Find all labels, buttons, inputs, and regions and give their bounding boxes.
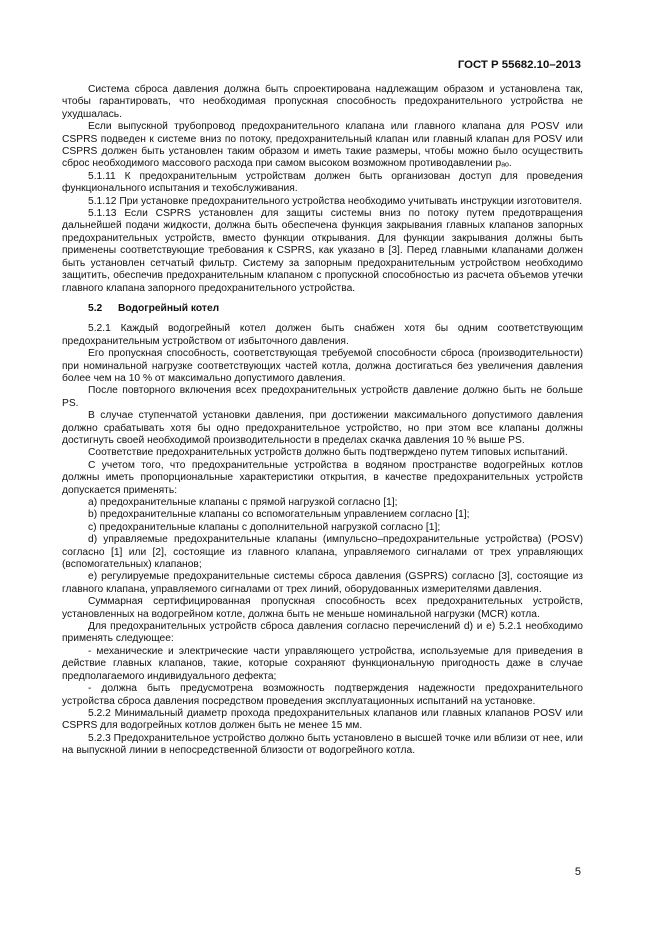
- paragraph: 5.1.13 Если CSPRS установлен для защиты системы вниз по потоку путем предотвращения дальнейшей подачи жидкости, должна быть обеспечена функция закрывания главных клапанов запорных предохранительных устройств, вместо функции открывания. Для функции закрывания должны быть применены соответствующие требования к CSPRS, как указано в [3]. Перед главными клапанами должен быть установлен сетчатый фильтр. Систему за запорным предохранительным устройством необходимо защитить, обеспечив предохранительным клапаном с пропускной способностью из расчета объемов утечки главного клапана запорного предохранительного устройства.: [62, 208, 583, 294]
- section-title: Водогрейный котел: [118, 302, 220, 314]
- paragraph: В случае ступенчатой установки давления, при достижении максимального допустимого давления должно срабатывать хотя бы одно предохранительное устройство, но при этом все клапаны должны достигнуть своей необходимой производительности в пределах скачка давления 10 % выше PS.: [62, 410, 583, 446]
- paragraph: 5.1.12 При установке предохранительного устройства необходимо учитывать инструкции изготовителя.: [88, 195, 582, 207]
- paragraph: Суммарная сертифицированная пропускная способность всех предохранительных устройств, установленных на водогрейном котле, должна быть не меньше номинальной нагрузки (MCR) котла.: [62, 596, 583, 620]
- document-id: ГОСТ Р 55682.10–2013: [457, 59, 581, 71]
- paragraph: 5.2.3 Предохранительное устройство должно быть установлено в высшей точке или вблизи от нее, или на выпускной линии в непосредственной близости от водогрейного котла.: [62, 732, 583, 757]
- page-body: [62, 84, 583, 758]
- section-number: 5.2: [88, 302, 103, 314]
- bullet-item: - механические и электрические части управляющего устройства, используемые для приведения в действие главных клапанов, такие, которые сохраняют функциональную пригодность даже в случае предполагаемого индивидуального дефекта;: [62, 645, 583, 682]
- page-number: 5: [574, 866, 581, 878]
- paragraph: Его пропускная способность, соответствующая требуемой способности сброса (производительности) при номинальной нагрузке соответствующих частей котла, должна достигаться без увеличения давления более чем на 10 % от максимально допустимого давления.: [62, 348, 583, 384]
- paragraph: 5.2.2 Минимальный диаметр прохода предохранительных клапанов или главных клапанов POSV или CSPRS для водогрейных котлов должен быть не менее 15 мм.: [62, 707, 583, 732]
- section-heading: [62, 303, 583, 315]
- bullet-item: - должна быть предусмотрена возможность подтверждения надежности предохранительного устройства сброса давления посредством проведения эксплуатационных испытаний на установке.: [62, 683, 583, 707]
- paragraph: Для предохранительных устройств сброса давления согласно перечислений d) и e) 5.2.1 необходимо применять следующее:: [62, 621, 583, 645]
- list-item: e) регулируемые предохранительные системы сброса давления (GSPRS) согласно [3], состоящие из главного клапана, управляемого сигналами от трех линий, оборудованных измерителями давления.: [62, 571, 583, 595]
- paragraph: Соответствие предохранительных устройств должно быть подтверждено путем типовых испытаний.: [88, 447, 568, 459]
- paragraph: С учетом того, что предохранительные устройства в водяном пространстве водогрейных котлов должны иметь пропорциональные характеристики открытия, в качестве предохранительных устройств допускается применять:: [62, 459, 583, 496]
- list-item: c) предохранительные клапаны с дополнительной нагрузкой согласно [1];: [88, 521, 441, 533]
- paragraph: 5.2.1 Каждый водогрейный котел должен быть снабжен хотя бы одним соответствующим предохранительным устройством от избыточного давления.: [62, 323, 583, 347]
- paragraph: Если выпускной трубопровод предохранительного клапана или главного клапана для POSV или CSPRS подведен к системе вниз по потоку, предохранительный клапан или главный клапан для POSV или CSPRS должен быть установлен таким образом и иметь такие размеры, чтобы можно было осуществить сброс необходимого массового расхода при самом высоком возможном противодавлении pₐₒ.: [62, 121, 583, 170]
- paragraph: Система сброса давления должна быть спроектирована надлежащим образом и установлена так, чтобы гарантировать, что необходимая пропускная способность предохранительного устройства не ухудшалась.: [62, 84, 583, 120]
- list-item: a) предохранительные клапаны с прямой нагрузкой согласно [1];: [88, 497, 398, 508]
- paragraph: После повторного включения всех предохранительных устройств давление должно быть не больше PS.: [62, 385, 583, 409]
- list-item: b) предохранительные клапаны со вспомогательным управлением согласно [1];: [88, 509, 470, 521]
- paragraph: 5.1.11 К предохранительным устройствам должен быть организован доступ для проведения функционального испытания и техобслуживания.: [62, 170, 583, 195]
- list-item: d) управляемые предохранительные клапаны (импульсно–предохранительные устройства) (POSV) согласно [1] или [2], состоящие из главного клапана, управляемого сигналами от трех управляющих (вспомогательных) клапанов;: [62, 534, 583, 571]
